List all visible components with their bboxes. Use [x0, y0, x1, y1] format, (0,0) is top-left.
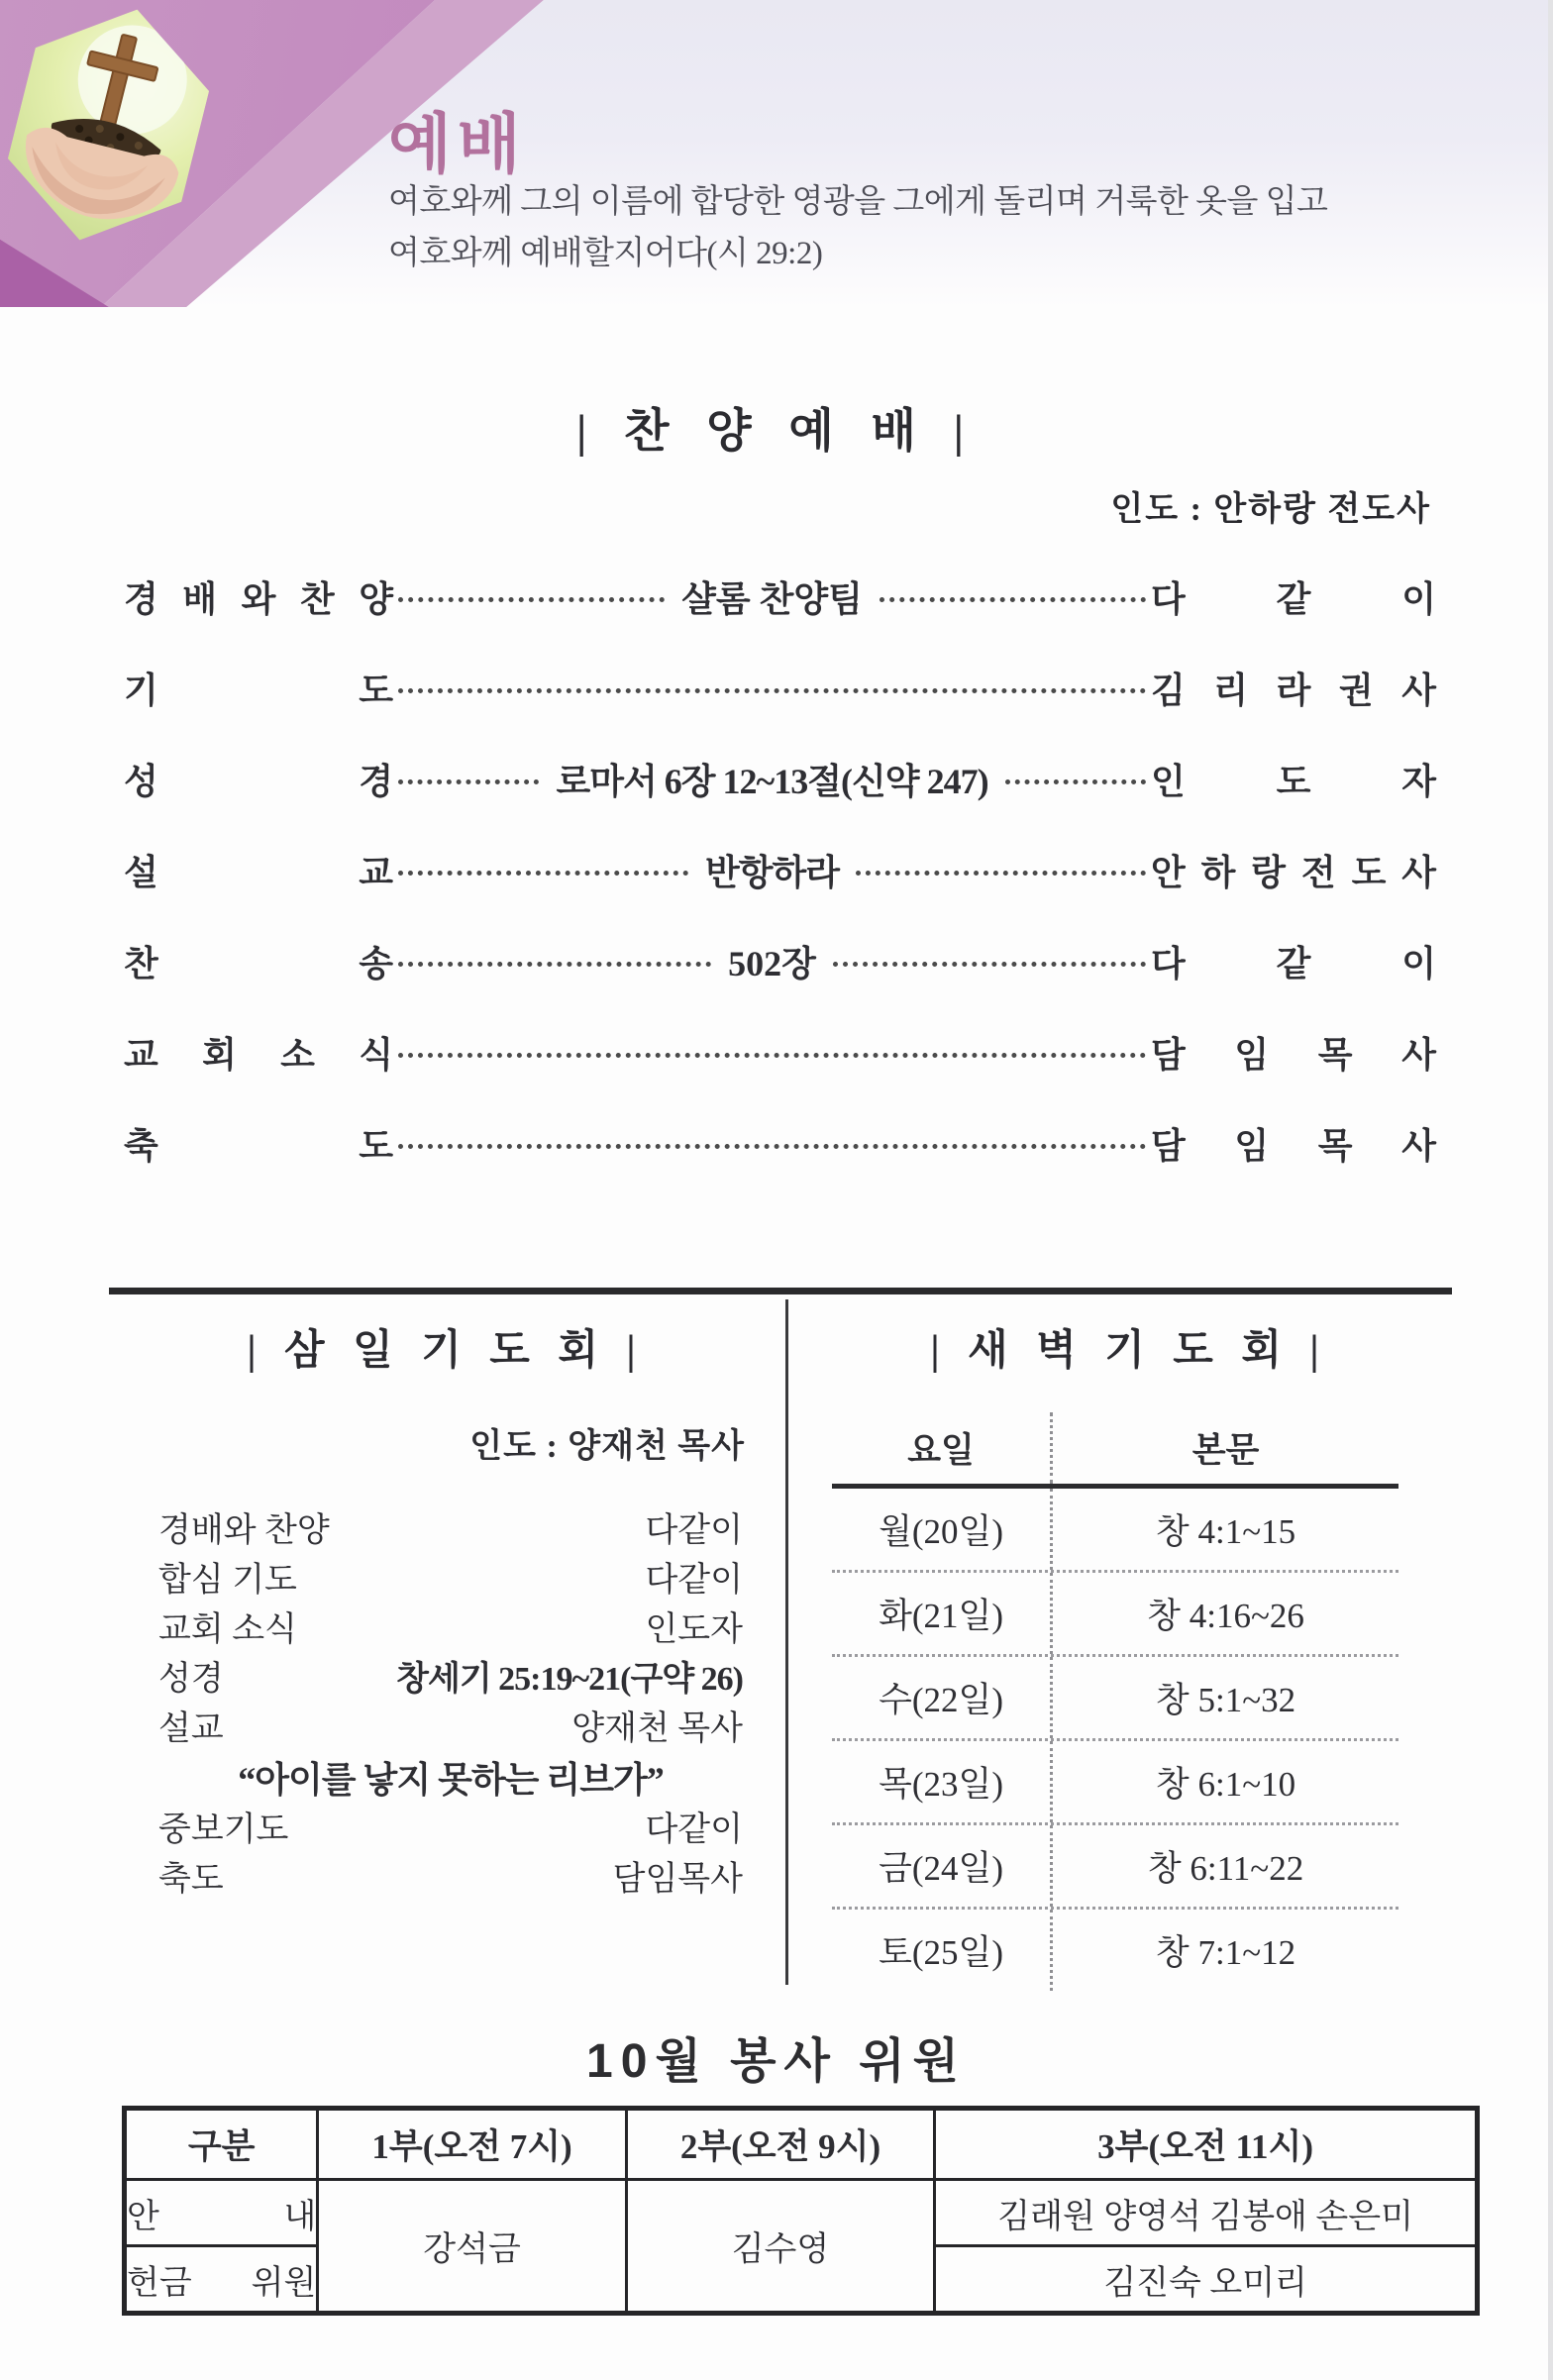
prayer-item-person: 다같이	[645, 1512, 743, 1549]
service-order-list	[124, 551, 1436, 1189]
committee-part2-name: 김수영	[626, 2180, 934, 2314]
committee-title: 10월 봉사 위원	[586, 2035, 967, 2088]
dotted-leader	[856, 871, 1146, 876]
prayer-item-label: 교회 소식	[158, 1611, 297, 1648]
dawn-scripture-cell: 창 6:1~10	[1155, 1765, 1296, 1804]
dotted-leader	[1005, 779, 1146, 784]
order-item-person: 다 같 이	[1151, 578, 1436, 619]
dawn-col-day-header: 요일	[832, 1412, 1053, 1484]
committee-part3-guide-names: 김래원 양영석 김봉애 손은미	[935, 2180, 1478, 2246]
prayer-item-person: 담임목사	[612, 1861, 743, 1898]
dawn-scripture-cell: 창 5:1~32	[1155, 1681, 1296, 1719]
prayer-item-label: 성경	[158, 1661, 224, 1698]
committee-part1-name: 강석금	[318, 2180, 626, 2314]
committee-header-part2: 2부(오전 9시)	[626, 2109, 934, 2180]
order-item-label: 찬 송	[124, 943, 393, 983]
service-order-row	[124, 915, 1436, 1006]
three-day-prayer-title: | 삼 일 기 도 회 |	[247, 1328, 645, 1374]
prayer-meeting-row	[158, 1506, 743, 1556]
dawn-prayer-row	[832, 1657, 1398, 1741]
prayer-meeting-row	[158, 1705, 743, 1754]
committee-part3-offering-names: 김진숙 오미리	[935, 2246, 1478, 2314]
dawn-day-cell: 화(21일)	[832, 1573, 1053, 1654]
service-order-row	[124, 733, 1436, 824]
committee-row-guide	[125, 2180, 1478, 2246]
prayer-item-label: 중보기도	[158, 1811, 289, 1848]
order-item-label: 설 교	[124, 852, 393, 892]
order-item-person: 인 도 자	[1151, 761, 1436, 801]
dawn-prayer-table	[832, 1412, 1398, 1991]
dawn-scripture-cell: 창 4:16~26	[1147, 1597, 1304, 1635]
order-item-person: 김 리 라 권 사	[1151, 670, 1436, 710]
prayer-item-label: 설교	[158, 1710, 224, 1747]
prayer-meeting-row	[158, 1806, 743, 1855]
dotted-leader	[398, 688, 1146, 693]
dawn-day-cell: 수(22일)	[832, 1657, 1053, 1738]
committee-table	[122, 2106, 1480, 2316]
section-divider-rule	[109, 1288, 1452, 1294]
dawn-scripture-cell: 창 7:1~12	[1155, 1933, 1296, 1972]
order-item-label: 성 경	[124, 761, 393, 801]
sermon-title: “아이를 낳지 못하는 리브가”	[238, 1760, 664, 1800]
dawn-prayer-table-header	[832, 1412, 1398, 1489]
header-verse	[388, 176, 1498, 279]
page-title: 예배	[388, 107, 527, 180]
order-item-content: 로마서 6장 12~13절(신약 247)	[556, 761, 988, 801]
praise-service-title: | 찬 양 예 배 |	[575, 406, 978, 458]
order-item-person: 안 하 랑 전 도 사	[1151, 852, 1436, 892]
order-item-person: 다 같 이	[1151, 943, 1436, 983]
dotted-leader	[398, 1144, 1146, 1149]
committee-header-part1: 1부(오전 7시)	[318, 2109, 626, 2180]
dawn-prayer-row	[832, 1910, 1398, 1991]
prayer-meeting-row	[158, 1605, 743, 1655]
order-item-label: 교 회 소 식	[124, 1034, 393, 1075]
dawn-day-cell: 토(25일)	[832, 1910, 1053, 1991]
header-verse-line2: 여호와께 예배할지어다(시 29:2)	[388, 236, 823, 272]
service-order-row	[124, 1097, 1436, 1189]
prayer-item-label: 합심 기도	[158, 1562, 297, 1599]
order-item-label: 경 배 와 찬 양	[124, 578, 393, 619]
three-day-prayer-leader: 인도 : 양재천 목사	[469, 1428, 745, 1465]
committee-header-part3: 3부(오전 11시)	[935, 2109, 1478, 2180]
dotted-leader	[398, 779, 539, 784]
dawn-day-cell: 금(24일)	[832, 1825, 1053, 1907]
dawn-prayer-row	[832, 1825, 1398, 1910]
order-item-content: 502장	[728, 943, 816, 983]
service-order-row	[124, 642, 1436, 733]
three-day-prayer-list	[158, 1506, 743, 1905]
prayer-item-label: 경배와 찬양	[158, 1512, 330, 1549]
dawn-scripture-cell: 창 6:11~22	[1147, 1849, 1304, 1888]
service-order-row	[124, 1006, 1436, 1097]
order-item-content: 샬롬 찬양팀	[681, 578, 863, 619]
service-order-row	[124, 824, 1436, 915]
dotted-leader	[398, 962, 711, 967]
scan-edge-artifact	[1548, 0, 1553, 2380]
committee-label-offering: 헌금 위원	[125, 2246, 318, 2314]
prayer-item-label: 축도	[158, 1861, 224, 1898]
column-divider-line	[785, 1299, 788, 1985]
dawn-prayer-row	[832, 1489, 1398, 1573]
dawn-col-text-header: 본문	[1191, 1431, 1260, 1470]
dotted-leader	[398, 871, 688, 876]
dawn-prayer-title: | 새 벽 기 도 회 |	[930, 1328, 1328, 1374]
dawn-day-cell: 목(23일)	[832, 1741, 1053, 1822]
order-item-label: 기 도	[124, 670, 393, 710]
prayer-item-person: 다같이	[645, 1562, 743, 1599]
committee-header-row	[125, 2109, 1478, 2180]
prayer-item-person: 창세기 25:19~21(구약 26)	[396, 1661, 743, 1698]
order-item-person: 담 임 목 사	[1151, 1125, 1436, 1166]
dawn-prayer-row	[832, 1573, 1398, 1657]
prayer-item-person: 인도자	[645, 1611, 743, 1648]
header-verse-line1: 여호와께 그의 이름에 합당한 영광을 그에게 돌리며 거룩한 옷을 입고	[388, 184, 1328, 220]
dotted-leader	[833, 962, 1146, 967]
prayer-item-person: 다같이	[645, 1811, 743, 1848]
committee-header-category: 구분	[125, 2109, 318, 2180]
three-day-prayer-section	[109, 1317, 782, 1905]
order-item-person: 담 임 목 사	[1151, 1034, 1436, 1075]
prayer-meeting-row	[158, 1556, 743, 1605]
prayer-item-person: 양재천 목사	[571, 1710, 743, 1747]
dotted-leader	[398, 597, 665, 602]
dotted-leader	[880, 597, 1146, 602]
committee-label-guide: 안 내	[125, 2180, 318, 2246]
service-order-row	[124, 551, 1436, 642]
dawn-prayer-section	[804, 1317, 1454, 1991]
prayer-meeting-row	[158, 1855, 743, 1905]
prayer-meeting-row	[158, 1655, 743, 1705]
order-item-label: 축 도	[124, 1125, 393, 1166]
dawn-prayer-row	[832, 1741, 1398, 1825]
dotted-leader	[398, 1053, 1146, 1058]
order-item-content: 반항하라	[704, 852, 840, 892]
dawn-scripture-cell: 창 4:1~15	[1155, 1512, 1296, 1551]
page-header	[0, 0, 1553, 307]
dawn-day-cell: 월(20일)	[832, 1489, 1053, 1570]
praise-service-leader: 인도 : 안하랑 전도사	[1110, 491, 1431, 528]
